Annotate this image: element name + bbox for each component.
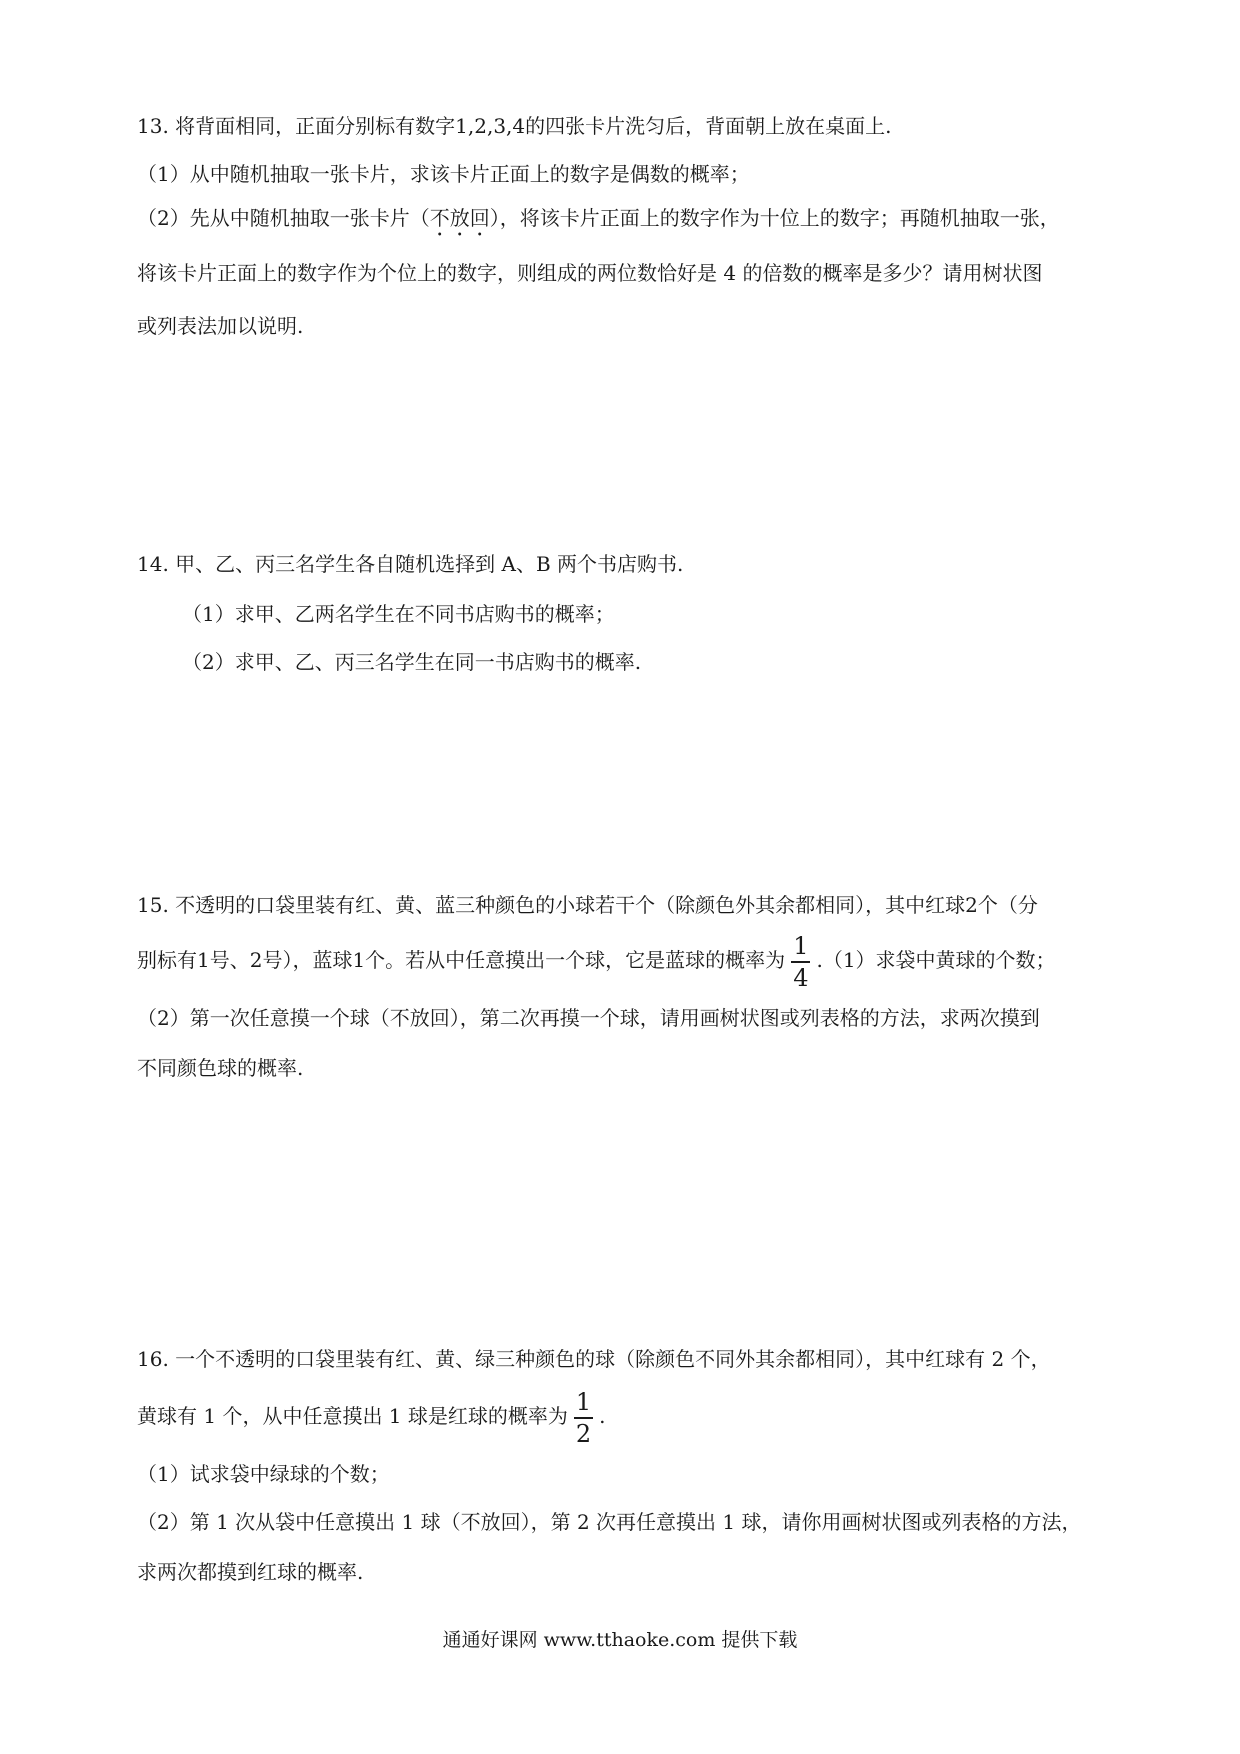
q15-line2 (137, 930, 1056, 990)
q13-part2-line3: 或列表法加以说明. (137, 314, 304, 338)
q15-line4: 不同颜色球的概率. (137, 1056, 304, 1080)
q16-fraction (574, 1387, 593, 1448)
q16-fraction-denominator: 2 (575, 1419, 592, 1448)
q15-line2-post: .（1）求袋中黄球的个数； (816, 948, 1056, 972)
page-footer: 通通好课网 www.tthaoke.com 提供下载 (442, 1629, 798, 1651)
q15-fraction (791, 931, 810, 992)
q13-part2-pre: （2）先从中随机抽取一张卡片（ (137, 206, 430, 230)
q16-line2-pre: 黄球有 1 个，从中任意摸出 1 球是红球的概率为 (137, 1404, 568, 1428)
q16-part2-line1: （2）第 1 次从袋中任意摸出 1 球（不放回），第 2 次再任意摸出 1 球，请你用画树状图或列表格的方法， (137, 1510, 1082, 1534)
q14-stem: 14. 甲、乙、丙三名学生各自随机选择到 A、B 两个书店购书. (137, 552, 684, 576)
q13-part2-post: ），将该卡片正面上的数字作为十位上的数字；再随机抽取一张， (489, 206, 1060, 230)
q16-line2-post: . (599, 1404, 606, 1428)
q16-fraction-bar (574, 1417, 593, 1419)
q13-stem: 13. 将背面相同，正面分别标有数字1,2,3,4的四张卡片洗匀后，背面朝上放在桌面上. (137, 114, 892, 138)
q15-fraction-numerator: 1 (793, 931, 809, 960)
q15-stem: 15. 不透明的口袋里装有红、黄、蓝三种颜色的小球若干个（除颜色外其余都相同），其中红球2个（分 (137, 893, 1038, 917)
q14-part1: （1）求甲、乙两名学生在不同书店购书的概率； (182, 602, 615, 626)
q16-part2-line2: 求两次都摸到红球的概率. (137, 1560, 364, 1584)
q16-line2 (137, 1386, 606, 1446)
q14-part2: （2）求甲、乙、丙三名学生在同一书店购书的概率. (182, 650, 642, 674)
q15-fraction-bar (791, 961, 810, 963)
q16-fraction-numerator: 1 (575, 1387, 592, 1416)
q16-stem: 16. 一个不透明的口袋里装有红、黄、绿三种颜色的球（除颜色不同外其余都相同），其中红球有 2 个， (137, 1347, 1051, 1371)
q13-part2-line1 (137, 204, 1060, 241)
q13-part1: （1）从中随机抽取一张卡片，求该卡片正面上的数字是偶数的概率； (137, 162, 750, 186)
q15-line3: （2）第一次任意摸一个球（不放回），第二次再摸一个球，请用画树状图或列表格的方法，求两次摸到 (137, 1006, 1040, 1030)
q13-part2-emphasis: 不放回 (429, 206, 490, 230)
q15-fraction-denominator: 4 (793, 963, 809, 992)
q16-part1: （1）试求袋中绿球的个数； (137, 1462, 390, 1486)
q15-line2-pre: 别标有1号、2号），蓝球1个。若从中任意摸出一个球，它是蓝球的概率为 (137, 948, 786, 972)
q13-part2-line2: 将该卡片正面上的数字作为个位上的数字，则组成的两位数恰好是 4 的倍数的概率是多少？请用树状图 (137, 261, 1043, 285)
